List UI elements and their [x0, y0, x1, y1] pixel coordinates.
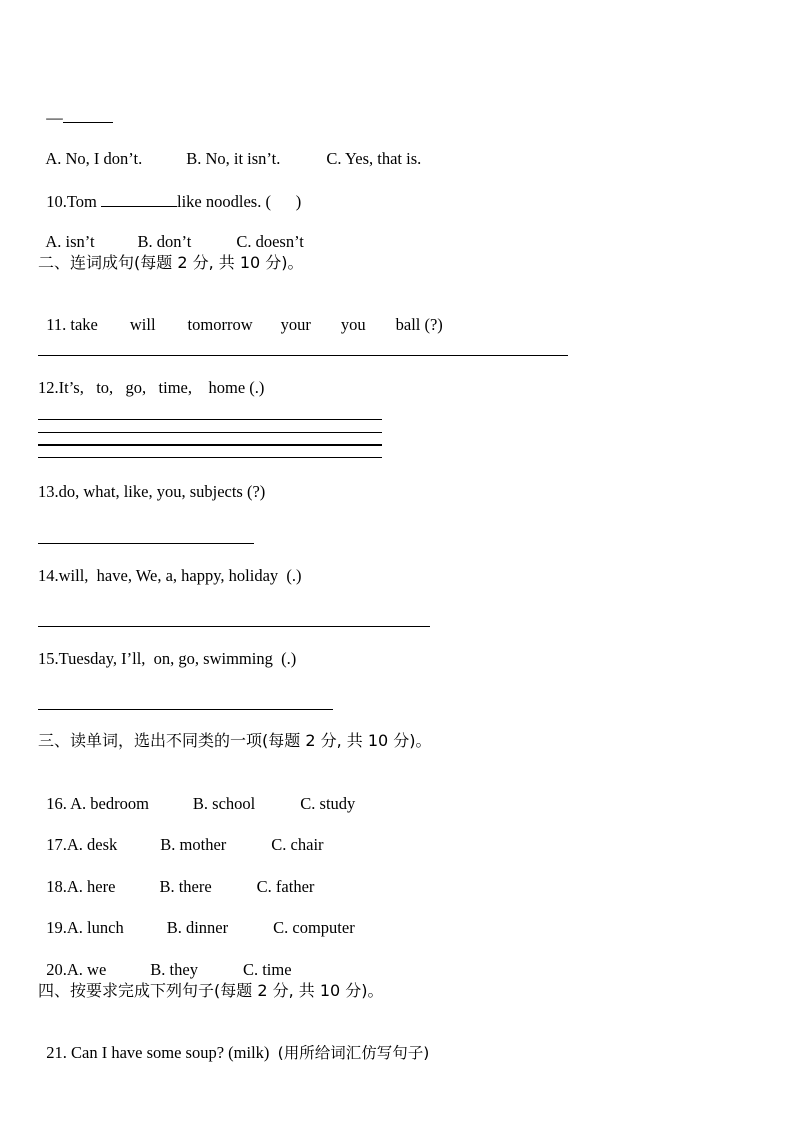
q15-question: 15.Tuesday, I’ll, on, go, swimming (.)	[38, 649, 297, 668]
q20-option-a[interactable]: 20.A. we	[46, 960, 107, 979]
q21-text: 21. Can I have some soup? (milk)	[46, 1043, 278, 1062]
q9-blank[interactable]	[63, 106, 113, 123]
q11-word: ball (?)	[395, 315, 443, 334]
q20-option-c[interactable]: C. time	[242, 960, 292, 979]
q10-blank[interactable]	[101, 190, 177, 207]
q16-option-b[interactable]: B. school	[192, 794, 256, 813]
q12-answer-line[interactable]	[38, 457, 382, 458]
q14-question: 14.will, have, We, a, happy, holiday (.)	[38, 566, 302, 585]
q21-question	[38, 1023, 429, 1063]
q9-option-b[interactable]: B. No, it isn’t.	[186, 149, 281, 168]
q19-question	[38, 898, 355, 938]
q12-answer-line[interactable]	[38, 444, 382, 446]
q21-instruction: (用所给词汇仿写句子)	[277, 1044, 430, 1062]
q14-answer-line[interactable]	[38, 626, 430, 627]
q12-question: 12.It’s, to, go, time, home (.)	[38, 378, 265, 397]
q18-option-b[interactable]: B. there	[159, 877, 212, 896]
q17-question	[38, 815, 324, 855]
q11-word: you	[340, 315, 366, 334]
q9-option-a[interactable]: A. No, I don’t.	[45, 149, 143, 168]
q10-suffix: like noodles. ( )	[177, 192, 302, 211]
q20-question	[38, 940, 292, 980]
q11-answer-line[interactable]	[38, 355, 568, 356]
q18-option-a[interactable]: 18.A. here	[46, 877, 116, 896]
q11-word: your	[280, 315, 311, 334]
q10-question	[38, 170, 301, 212]
q9-dash: —	[46, 108, 63, 127]
q11-word: will	[129, 315, 156, 334]
q11-word: tomorrow	[187, 315, 253, 334]
q9-answer-line	[38, 86, 113, 128]
q20-option-b[interactable]: B. they	[150, 960, 198, 979]
q9-options	[38, 129, 421, 169]
section4-heading: 四、按要求完成下列句子(每题 2 分, 共 10 分)。	[38, 981, 384, 1000]
q17-option-b[interactable]: B. mother	[160, 835, 227, 854]
q10-options	[38, 212, 304, 252]
q19-option-a[interactable]: 19.A. lunch	[46, 918, 124, 937]
q16-question	[38, 774, 355, 814]
section2-heading: 二、连词成句(每题 2 分, 共 10 分)。	[38, 253, 304, 272]
q17-option-c[interactable]: C. chair	[271, 835, 324, 854]
q19-option-b[interactable]: B. dinner	[166, 918, 229, 937]
q16-option-c[interactable]: C. study	[300, 794, 356, 813]
q10-option-a[interactable]: A. isn’t	[45, 232, 95, 251]
q13-question: 13.do, what, like, you, subjects (?)	[38, 482, 266, 501]
q10-prefix: 10.Tom	[46, 192, 102, 211]
q10-option-c[interactable]: C. doesn’t	[236, 232, 304, 251]
q13-answer-line[interactable]	[38, 543, 254, 544]
section3-heading: 三、读单词，选出不同类的一项(每题 2 分, 共 10 分)。	[38, 731, 432, 750]
q9-option-c[interactable]: C. Yes, that is.	[326, 149, 422, 168]
q18-question	[38, 857, 314, 897]
q11-question	[38, 295, 443, 335]
q15-answer-line[interactable]	[38, 709, 333, 710]
q17-option-a[interactable]: 17.A. desk	[46, 835, 118, 854]
q12-answer-line[interactable]	[38, 419, 382, 420]
q12-answer-line[interactable]	[38, 432, 382, 433]
q18-option-c[interactable]: C. father	[256, 877, 315, 896]
q16-option-a[interactable]: 16. A. bedroom	[46, 794, 149, 813]
q19-option-c[interactable]: C. computer	[273, 918, 355, 937]
q10-option-b[interactable]: B. don’t	[137, 232, 192, 251]
q11-num: 11. take	[46, 315, 98, 334]
